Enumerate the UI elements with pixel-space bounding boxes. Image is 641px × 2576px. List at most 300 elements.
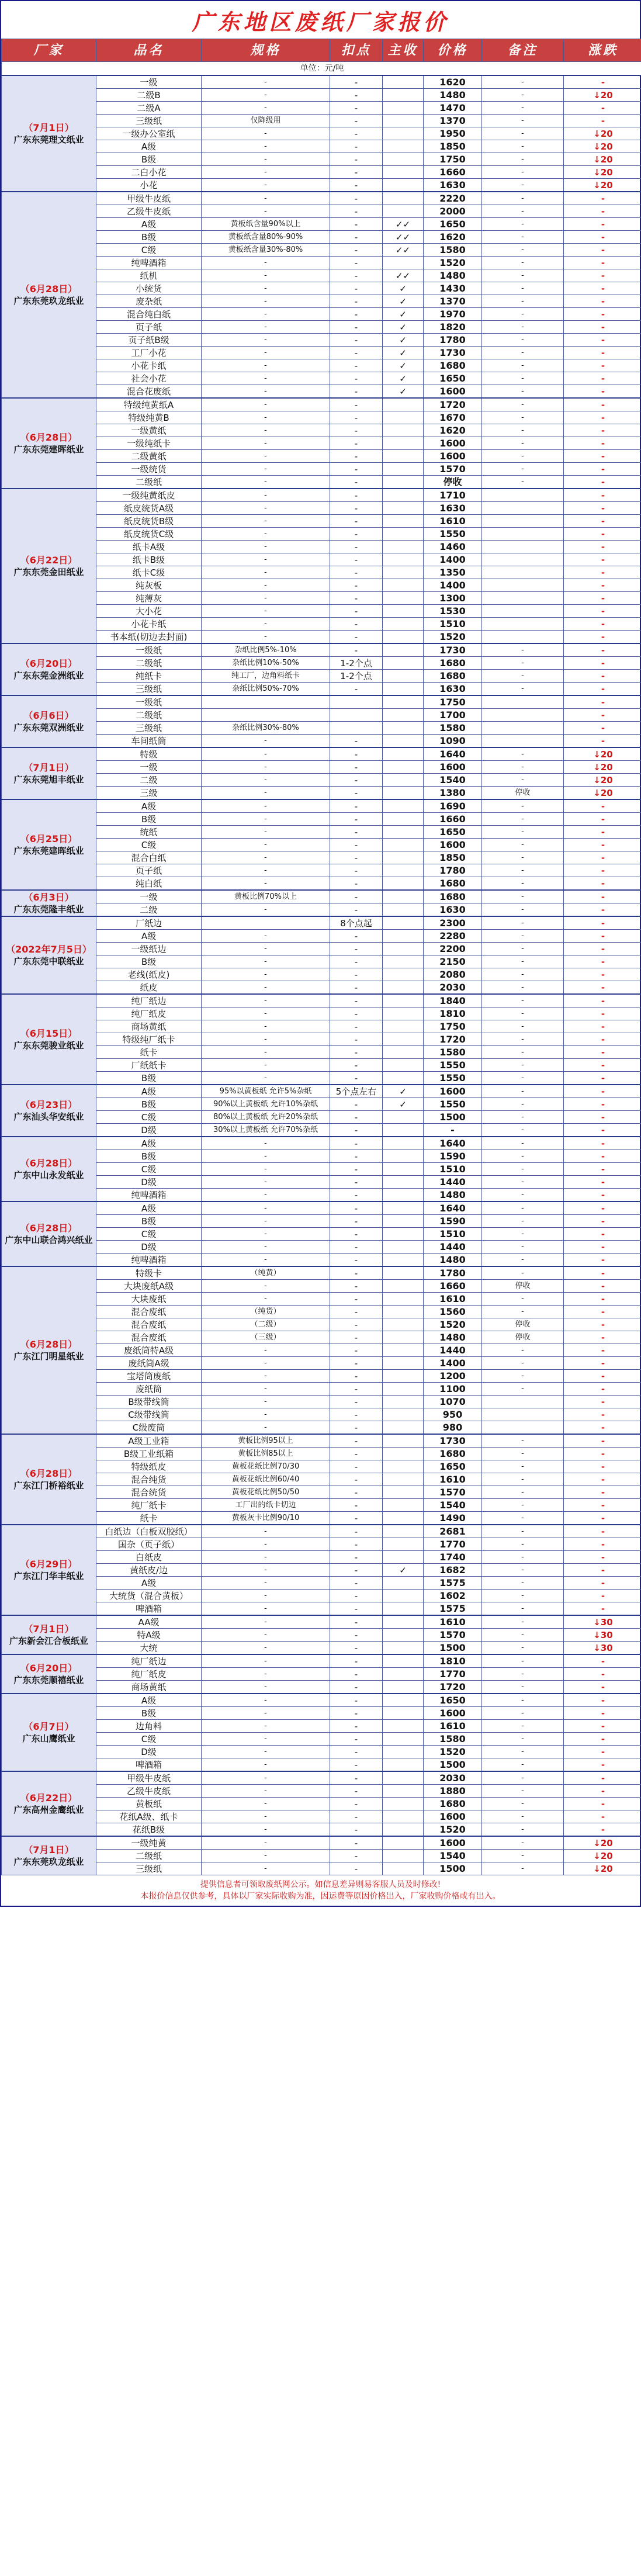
product-name: 二级纸 — [96, 1850, 202, 1862]
note-cell — [482, 695, 564, 709]
deduct-cell: - — [330, 463, 383, 476]
table-row — [2, 153, 641, 166]
table-row — [2, 916, 641, 930]
change-cell: - — [564, 437, 641, 450]
update-date: （6月15日） — [20, 1027, 78, 1039]
product-name: 白纸皮 — [96, 1551, 202, 1564]
price-cell: 1680 — [424, 1448, 482, 1460]
table-row — [2, 1331, 641, 1344]
table-row — [2, 1228, 641, 1241]
change-cell: - — [564, 463, 641, 476]
table-row — [2, 244, 641, 257]
change-cell: - — [564, 1434, 641, 1448]
price-cell: 1350 — [424, 566, 482, 579]
note-cell: - — [482, 1460, 564, 1473]
table-row — [2, 1189, 641, 1202]
deduct-cell: - — [330, 1460, 383, 1473]
deduct-cell: - — [330, 359, 383, 372]
product-name: 纸卡B级 — [96, 553, 202, 566]
table-row — [2, 1124, 641, 1137]
spec-cell: （二级） — [202, 1318, 330, 1331]
change-cell: - — [564, 657, 641, 670]
price-cell: 1600 — [424, 450, 482, 463]
spec-cell: - — [202, 205, 330, 218]
product-name: 乙级牛皮纸 — [96, 205, 202, 218]
table-row — [2, 1460, 641, 1473]
deduct-cell: - — [330, 579, 383, 592]
price-cell: 1600 — [424, 385, 482, 399]
main-receive-cell — [383, 1124, 424, 1137]
spec-cell: 黄板花纸比例70/30 — [202, 1460, 330, 1473]
deduct-cell: - — [330, 839, 383, 851]
deduct-cell: - — [330, 321, 383, 334]
price-cell: 1600 — [424, 1836, 482, 1850]
deduct-cell: - — [330, 437, 383, 450]
main-receive-cell — [383, 683, 424, 696]
table-row — [2, 670, 641, 683]
main-receive-cell — [383, 1707, 424, 1720]
price-cell: 2150 — [424, 955, 482, 968]
table-row — [2, 1577, 641, 1590]
change-cell: - — [564, 1072, 641, 1085]
main-receive-cell — [383, 153, 424, 166]
note-cell: - — [482, 1823, 564, 1837]
deduct-cell: - — [330, 618, 383, 631]
product-name: 混合废纸 — [96, 1306, 202, 1318]
spec-cell: 黄板花纸比例60/40 — [202, 1473, 330, 1486]
main-receive-cell — [383, 515, 424, 528]
spec-cell: - — [202, 1836, 330, 1850]
product-name: 社会小花 — [96, 372, 202, 385]
deduct-cell: - — [330, 192, 383, 205]
product-name: B级 — [96, 1072, 202, 1085]
note-cell: - — [482, 1007, 564, 1020]
product-name: 一级纸边 — [96, 943, 202, 955]
product-name: 纸卡A级 — [96, 541, 202, 553]
price-cell: 1070 — [424, 1396, 482, 1408]
table-row — [2, 102, 641, 115]
change-cell: - — [564, 1241, 641, 1254]
product-name: 一级统货 — [96, 463, 202, 476]
change-cell: ↓30 — [564, 1629, 641, 1642]
product-name: 一级 — [96, 761, 202, 774]
note-cell: - — [482, 1654, 564, 1668]
spec-cell: - — [202, 994, 330, 1007]
product-name: 纯纸卡 — [96, 670, 202, 683]
table-row — [2, 747, 641, 761]
main-receive-cell: ✓✓ — [383, 244, 424, 257]
change-cell: - — [564, 1098, 641, 1111]
deduct-cell: - — [330, 1241, 383, 1254]
main-receive-cell — [383, 787, 424, 800]
main-receive-cell — [383, 1306, 424, 1318]
spec-cell: - — [202, 398, 330, 411]
deduct-cell: - — [330, 1280, 383, 1293]
price-cell: 1200 — [424, 1370, 482, 1383]
deduct-cell: - — [330, 75, 383, 89]
price-cell: 1550 — [424, 1059, 482, 1072]
main-receive-cell — [383, 437, 424, 450]
deduct-cell: - — [330, 1590, 383, 1602]
main-receive-cell — [383, 1434, 424, 1448]
note-cell: - — [482, 1615, 564, 1629]
main-receive-cell — [383, 1823, 424, 1837]
product-name: 二级黄纸 — [96, 450, 202, 463]
main-receive-cell — [383, 411, 424, 424]
product-name: 纯薄灰 — [96, 592, 202, 605]
spec-cell: - — [202, 476, 330, 489]
deduct-cell: - — [330, 1357, 383, 1370]
company-cell — [2, 1654, 96, 1694]
table-row — [2, 1046, 641, 1059]
change-cell: - — [564, 1746, 641, 1758]
deduct-cell: - — [330, 1862, 383, 1875]
update-date: （6月28日） — [20, 283, 78, 295]
spec-cell: - — [202, 1602, 330, 1616]
price-cell: 1100 — [424, 1383, 482, 1396]
deduct-cell: - — [330, 981, 383, 995]
table-row — [2, 851, 641, 864]
deduct-cell: 1-2个点 — [330, 657, 383, 670]
table-row — [2, 1254, 641, 1267]
change-cell: - — [564, 735, 641, 748]
main-receive-cell — [383, 799, 424, 813]
deduct-cell: - — [330, 1137, 383, 1150]
change-cell: - — [564, 1758, 641, 1772]
note-cell: - — [482, 102, 564, 115]
table-row — [2, 1434, 641, 1448]
note-cell: - — [482, 1512, 564, 1525]
main-receive-cell — [383, 1551, 424, 1564]
table-row — [2, 1668, 641, 1681]
change-cell: - — [564, 1280, 641, 1293]
deduct-cell: - — [330, 1215, 383, 1228]
spec-cell: - — [202, 618, 330, 631]
deduct-cell: - — [330, 1642, 383, 1655]
table-row — [2, 1642, 641, 1655]
note-cell — [482, 592, 564, 605]
main-receive-cell — [383, 1396, 424, 1408]
note-cell: - — [482, 903, 564, 917]
update-date: （6月28日） — [20, 1222, 78, 1234]
main-receive-cell: ✓ — [383, 1564, 424, 1577]
company-cell — [2, 890, 96, 916]
price-cell: 1650 — [424, 1460, 482, 1473]
note-cell: - — [482, 839, 564, 851]
change-cell: - — [564, 1137, 641, 1150]
product-name: 混合纯白纸 — [96, 308, 202, 321]
product-name: 页子纸 — [96, 864, 202, 877]
table-row — [2, 89, 641, 102]
deduct-cell: - — [330, 102, 383, 115]
spec-cell: - — [202, 955, 330, 968]
table-row — [2, 722, 641, 735]
price-cell: 1500 — [424, 1111, 482, 1124]
main-receive-cell — [383, 1512, 424, 1525]
table-row — [2, 541, 641, 553]
deduct-cell: - — [330, 1823, 383, 1837]
note-cell: - — [482, 1473, 564, 1486]
product-name: 纯厂纸卡 — [96, 1499, 202, 1512]
table-row — [2, 1357, 641, 1370]
table-row — [2, 839, 641, 851]
change-cell: - — [564, 618, 641, 631]
spec-cell: - — [202, 179, 330, 192]
spec-cell: - — [202, 385, 330, 399]
spec-cell: - — [202, 437, 330, 450]
price-cell: 1440 — [424, 1176, 482, 1189]
table-row — [2, 75, 641, 89]
spec-cell: - — [202, 1707, 330, 1720]
deduct-cell: - — [330, 1668, 383, 1681]
change-cell: - — [564, 347, 641, 359]
spec-cell: - — [202, 553, 330, 566]
price-cell: 1650 — [424, 218, 482, 231]
change-cell: - — [564, 476, 641, 489]
header-spec: 规格 — [202, 39, 330, 62]
table-row — [2, 1654, 641, 1668]
price-cell: 1680 — [424, 877, 482, 891]
note-cell: - — [482, 1228, 564, 1241]
company-cell — [2, 192, 96, 398]
main-receive-cell — [383, 89, 424, 102]
table-row — [2, 1629, 641, 1642]
spec-cell: - — [202, 1383, 330, 1396]
price-cell: 1550 — [424, 1098, 482, 1111]
table-row — [2, 1733, 641, 1746]
change-cell: - — [564, 1344, 641, 1357]
price-cell: 1630 — [424, 502, 482, 515]
change-cell: - — [564, 75, 641, 89]
change-cell: - — [564, 1033, 641, 1046]
change-cell: - — [564, 269, 641, 282]
price-cell: 1430 — [424, 282, 482, 295]
main-receive-cell — [383, 1642, 424, 1655]
change-cell: - — [564, 450, 641, 463]
note-cell: - — [482, 244, 564, 257]
deduct-cell: - — [330, 295, 383, 308]
deduct-cell: - — [330, 1176, 383, 1189]
company-name: 广东高州金鹰纸业 — [13, 1804, 84, 1815]
note-cell — [482, 1408, 564, 1421]
change-cell: ↓20 — [564, 747, 641, 761]
product-name: C级 — [96, 1228, 202, 1241]
main-receive-cell — [383, 695, 424, 709]
price-cell: 1370 — [424, 295, 482, 308]
product-name: 纯啤酒箱 — [96, 1189, 202, 1202]
product-name: A级 — [96, 1577, 202, 1590]
table-row — [2, 1707, 641, 1720]
product-name: 特级纸皮 — [96, 1460, 202, 1473]
deduct-cell: - — [330, 166, 383, 179]
main-receive-cell — [383, 735, 424, 748]
spec-cell: - — [202, 851, 330, 864]
main-receive-cell — [383, 851, 424, 864]
deduct-cell: - — [330, 1654, 383, 1668]
deduct-cell: - — [330, 308, 383, 321]
product-name: 国杂（页子纸） — [96, 1538, 202, 1551]
deduct-cell: - — [330, 968, 383, 981]
spec-cell — [202, 695, 330, 709]
product-name: 混合花废纸 — [96, 385, 202, 399]
change-cell: ↓20 — [564, 179, 641, 192]
note-cell: - — [482, 347, 564, 359]
spec-cell: - — [202, 1344, 330, 1357]
main-receive-cell — [383, 1654, 424, 1668]
product-name: B级带线筒 — [96, 1396, 202, 1408]
price-cell: 1580 — [424, 1733, 482, 1746]
note-cell: - — [482, 1642, 564, 1655]
table-row — [2, 1681, 641, 1694]
deduct-cell: - — [330, 1486, 383, 1499]
table-row — [2, 1306, 641, 1318]
deduct-cell: - — [330, 1059, 383, 1072]
main-receive-cell — [383, 864, 424, 877]
spec-cell: - — [202, 1733, 330, 1746]
product-name: 大统 — [96, 1642, 202, 1655]
price-cell: 1880 — [424, 1785, 482, 1798]
price-cell: 1610 — [424, 1293, 482, 1306]
change-cell: ↓20 — [564, 127, 641, 140]
product-name: 特A级 — [96, 1629, 202, 1642]
note-cell: - — [482, 747, 564, 761]
table-row — [2, 1318, 641, 1331]
change-cell: - — [564, 489, 641, 502]
price-cell: 1710 — [424, 489, 482, 502]
main-receive-cell — [383, 1072, 424, 1085]
change-cell: - — [564, 1370, 641, 1383]
header-company: 厂家 — [2, 39, 96, 62]
main-receive-cell — [383, 1836, 424, 1850]
deduct-cell: - — [330, 502, 383, 515]
note-cell: - — [482, 463, 564, 476]
deduct-cell: - — [330, 1499, 383, 1512]
product-name: A级 — [96, 1694, 202, 1707]
spec-cell: - — [202, 605, 330, 618]
company-cell — [2, 1836, 96, 1875]
change-cell: - — [564, 813, 641, 826]
spec-cell: 仅降级用 — [202, 115, 330, 127]
note-cell: - — [482, 955, 564, 968]
change-cell: - — [564, 541, 641, 553]
spec-cell: - — [202, 257, 330, 269]
spec-cell: - — [202, 489, 330, 502]
deduct-cell: - — [330, 1602, 383, 1616]
table-row — [2, 411, 641, 424]
product-name: 商场黄纸 — [96, 1681, 202, 1694]
header-price: 价格 — [424, 39, 482, 62]
main-receive-cell — [383, 631, 424, 644]
main-receive-cell — [383, 761, 424, 774]
product-name: C级 — [96, 1111, 202, 1124]
company-cell — [2, 994, 96, 1085]
price-cell: 1640 — [424, 747, 482, 761]
product-name: 花纸A级、纸卡 — [96, 1810, 202, 1823]
note-cell: - — [482, 1758, 564, 1772]
spec-cell: - — [202, 1850, 330, 1862]
change-cell: - — [564, 1020, 641, 1033]
product-name: 二级纸 — [96, 476, 202, 489]
deduct-cell: 1-2个点 — [330, 670, 383, 683]
product-name: 三级纸 — [96, 1862, 202, 1875]
table-row — [2, 605, 641, 618]
company-cell — [2, 1266, 96, 1434]
product-name: 一级纸 — [96, 695, 202, 709]
price-cell: 1680 — [424, 359, 482, 372]
price-cell: 1580 — [424, 1046, 482, 1059]
change-cell: - — [564, 295, 641, 308]
change-cell: - — [564, 981, 641, 995]
table-row — [2, 1150, 641, 1163]
change-cell: - — [564, 1602, 641, 1616]
deduct-cell: - — [330, 1720, 383, 1733]
product-name: B级工业纸箱 — [96, 1448, 202, 1460]
deduct-cell: 5个点左右 — [330, 1085, 383, 1098]
note-cell — [482, 618, 564, 631]
product-name: C级带线筒 — [96, 1408, 202, 1421]
company-cell — [2, 1434, 96, 1525]
note-cell: - — [482, 1033, 564, 1046]
note-cell: - — [482, 269, 564, 282]
deduct-cell: - — [330, 127, 383, 140]
company-name: 广东东莞建晖纸业 — [13, 444, 84, 455]
deduct-cell: - — [330, 1098, 383, 1111]
spec-cell: 黄板纸含量80%-90% — [202, 231, 330, 244]
deduct-cell: 8个点起 — [330, 916, 383, 930]
price-cell: 1750 — [424, 153, 482, 166]
price-cell: 1610 — [424, 1615, 482, 1629]
spec-cell: - — [202, 1137, 330, 1150]
main-receive-cell — [383, 1059, 424, 1072]
main-receive-cell — [383, 75, 424, 89]
note-cell — [482, 631, 564, 644]
main-receive-cell — [383, 1785, 424, 1798]
table-row — [2, 1408, 641, 1421]
price-cell: 1600 — [424, 437, 482, 450]
update-date: （2022年7月5日） — [6, 943, 92, 955]
spec-cell: 90%以上黄板纸 允许10%杂纸 — [202, 1098, 330, 1111]
spec-cell: - — [202, 1293, 330, 1306]
note-cell: - — [482, 1344, 564, 1357]
product-name: A级 — [96, 140, 202, 153]
product-name: 页子纸 — [96, 321, 202, 334]
spec-cell: 黄板比例70%以上 — [202, 890, 330, 903]
main-receive-cell — [383, 877, 424, 891]
footer-line: 提供信息者可领取废纸网公示。如信息差异则易客服人员及时修改! — [200, 1880, 441, 1889]
deduct-cell: - — [330, 1434, 383, 1448]
product-name: 乙级牛皮纸 — [96, 1785, 202, 1798]
update-date: （6月28日） — [20, 431, 78, 443]
spec-cell: （纯货） — [202, 1306, 330, 1318]
product-name: D级 — [96, 1241, 202, 1254]
deduct-cell: - — [330, 1033, 383, 1046]
change-cell: ↓20 — [564, 153, 641, 166]
product-name: 工厂小花 — [96, 347, 202, 359]
change-cell: - — [564, 1823, 641, 1837]
product-name: 二级 — [96, 903, 202, 917]
note-cell: 停收 — [482, 787, 564, 800]
note-cell — [482, 541, 564, 553]
deduct-cell: - — [330, 1564, 383, 1577]
price-cell: 1730 — [424, 643, 482, 657]
table-row — [2, 657, 641, 670]
main-receive-cell — [383, 709, 424, 722]
deduct-cell: - — [330, 244, 383, 257]
note-cell: - — [482, 140, 564, 153]
main-receive-cell — [383, 1046, 424, 1059]
spec-cell: - — [202, 372, 330, 385]
price-cell: 1500 — [424, 1642, 482, 1655]
